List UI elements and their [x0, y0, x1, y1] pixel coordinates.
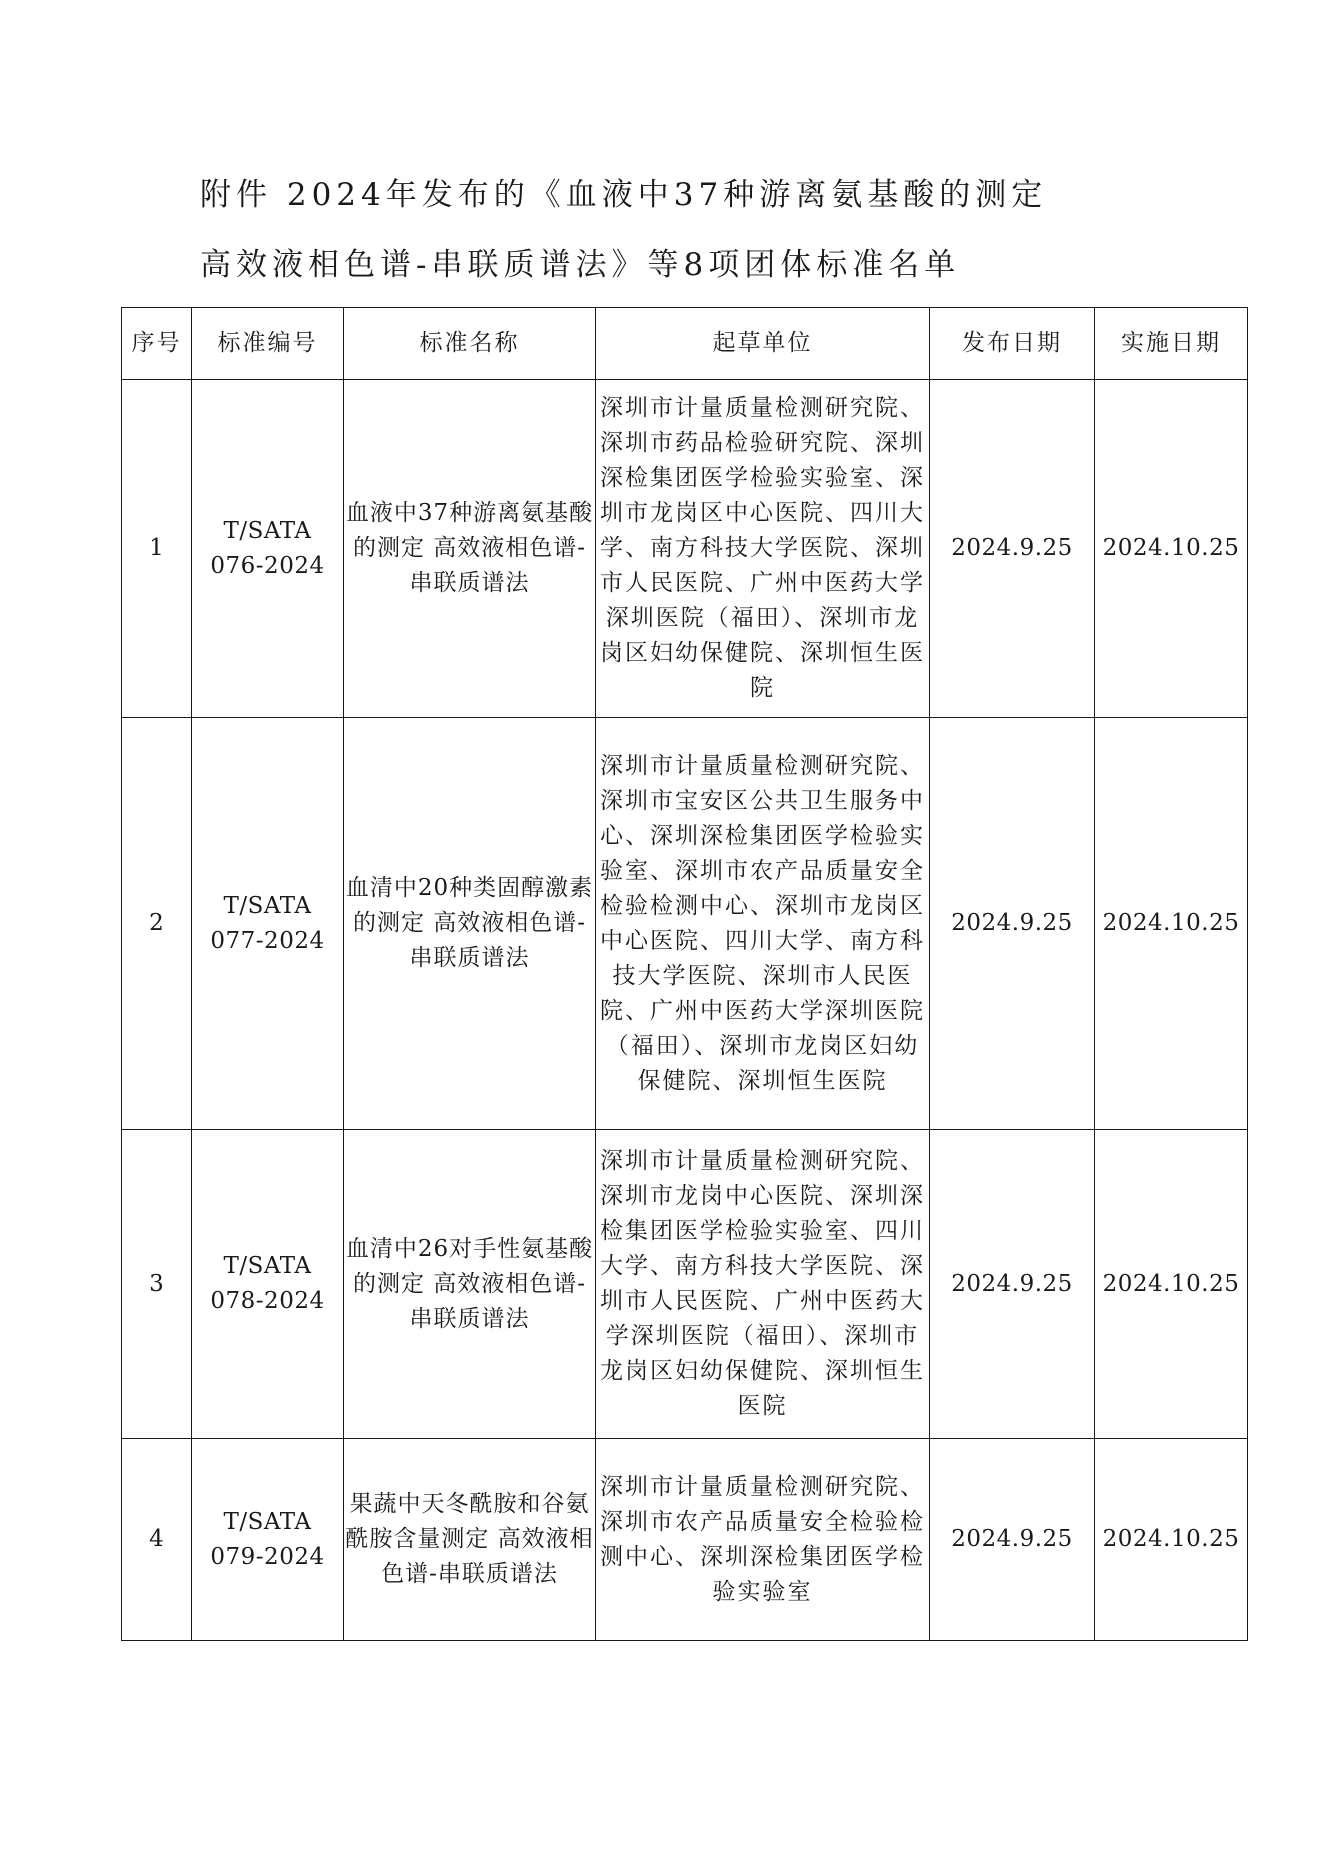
- header-unit: 起草单位: [596, 308, 930, 380]
- cell-code: [192, 1439, 344, 1641]
- header-seq: 序号: [122, 308, 192, 380]
- cell-name: 血清中26对手性氨基酸的测定 高效液相色谱-串联质谱法: [344, 1130, 596, 1439]
- code-prefix: T/SATA: [223, 892, 312, 919]
- title-line-1: 附件 2024年发布的《血液中37种游离氨基酸的测定: [200, 177, 1048, 213]
- cell-implement-date: 2024.10.25: [1095, 380, 1248, 718]
- table-row: [122, 718, 1248, 1130]
- cell-implement-date: 2024.10.25: [1095, 718, 1248, 1130]
- header-implement-date: 实施日期: [1095, 308, 1248, 380]
- cell-code: [192, 380, 344, 718]
- table-row: [122, 1130, 1248, 1439]
- title-line-2: 高效液相色谱-串联质谱法》等8项团体标准名单: [200, 247, 961, 283]
- cell-seq: 2: [122, 718, 192, 1130]
- cell-code: [192, 718, 344, 1130]
- cell-name: 血液中37种游离氨基酸的测定 高效液相色谱-串联质谱法: [344, 380, 596, 718]
- document-title: [200, 160, 1200, 300]
- cell-publish-date: 2024.9.25: [930, 1130, 1095, 1439]
- standards-table: [121, 307, 1248, 1641]
- cell-unit: 深圳市计量质量检测研究院、深圳市龙岗中心医院、深圳深检集团医学检验实验室、四川大学、南方科技大学医院、深圳市人民医院、广州中医药大学深圳医院（福田）、深圳市龙岗区妇幼保健院、深圳恒生医院: [596, 1130, 930, 1439]
- code-number: 078-2024: [210, 1288, 325, 1314]
- table-header-row: [122, 308, 1248, 380]
- cell-publish-date: 2024.9.25: [930, 1439, 1095, 1641]
- cell-implement-date: 2024.10.25: [1095, 1130, 1248, 1439]
- cell-name: 血清中20种类固醇激素的测定 高效液相色谱-串联质谱法: [344, 718, 596, 1130]
- code-prefix: T/SATA: [223, 1508, 312, 1535]
- header-code: 标准编号: [192, 308, 344, 380]
- header-publish-date: 发布日期: [930, 308, 1095, 380]
- table-row: [122, 1439, 1248, 1641]
- cell-publish-date: 2024.9.25: [930, 380, 1095, 718]
- cell-implement-date: 2024.10.25: [1095, 1439, 1248, 1641]
- header-name: 标准名称: [344, 308, 596, 380]
- table-row: [122, 380, 1248, 718]
- cell-name: 果蔬中天冬酰胺和谷氨酰胺含量测定 高效液相色谱-串联质谱法: [344, 1439, 596, 1641]
- cell-unit: 深圳市计量质量检测研究院、深圳市药品检验研究院、深圳深检集团医学检验实验室、深圳市龙岗区中心医院、四川大学、南方科技大学医院、深圳市人民医院、广州中医药大学深圳医院（福田）、深圳市龙岗区妇幼保健院、深圳恒生医院: [596, 380, 930, 718]
- code-number: 076-2024: [210, 552, 325, 579]
- cell-seq: 1: [122, 380, 192, 718]
- code-prefix: T/SATA: [223, 517, 312, 544]
- code-number: 077-2024: [210, 927, 325, 954]
- code-prefix: T/SATA: [223, 1253, 312, 1279]
- cell-unit: 深圳市计量质量检测研究院、深圳市宝安区公共卫生服务中心、深圳深检集团医学检验实验室、深圳市农产品质量安全检验检测中心、深圳市龙岗区中心医院、四川大学、南方科技大学医院、深圳市人民医院、广州中医药大学深圳医院（福田）、深圳市龙岗区妇幼保健院、深圳恒生医院: [596, 718, 930, 1130]
- cell-seq: 4: [122, 1439, 192, 1641]
- cell-publish-date: 2024.9.25: [930, 718, 1095, 1130]
- cell-code: [192, 1130, 344, 1439]
- cell-seq: 3: [122, 1130, 192, 1439]
- code-number: 079-2024: [210, 1543, 325, 1570]
- cell-unit: 深圳市计量质量检测研究院、深圳市农产品质量安全检验检测中心、深圳深检集团医学检验实验室: [596, 1439, 930, 1641]
